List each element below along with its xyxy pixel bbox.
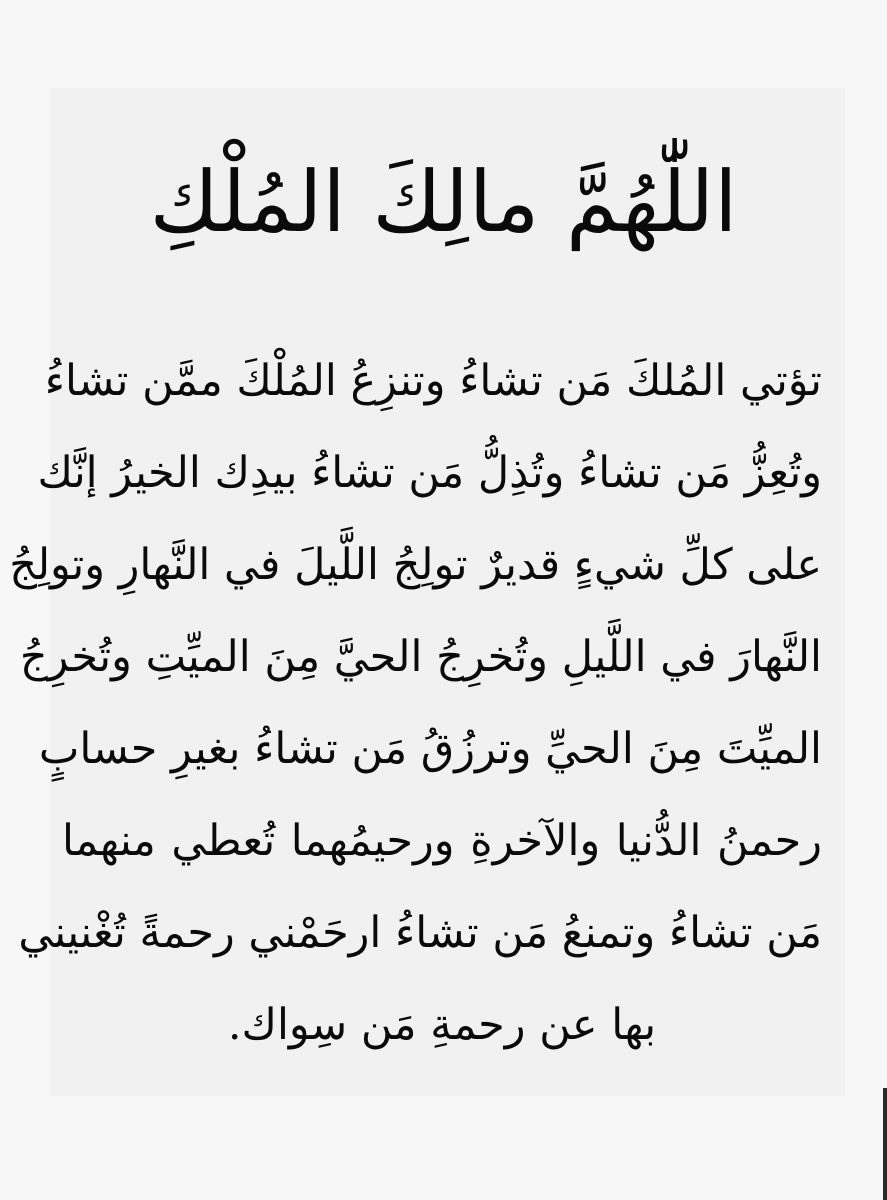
text-line: وتُعِزُّ مَن تشاءُ وتُذِلُّ مَن تشاءُ بيدِك الخيرُ إنَّك <box>37 448 822 498</box>
text-line: بها عن رحمةِ مَن سِواك. <box>227 1000 657 1050</box>
supplication-text <box>9 335 822 1071</box>
text-line: مَن تشاءُ وتمنعُ مَن تشاءُ ارحَمْني رحمةً تُغْنيني <box>18 908 822 958</box>
scroll-indicator <box>883 1088 887 1200</box>
text-line: على كلِّ شيءٍ قديرٌ تولِجُ اللَّيلَ في النَّهارِ وتولِجُ <box>9 540 822 590</box>
text-line: الميِّتَ مِنَ الحيِّ وترزُقُ مَن تشاءُ بغيرِ حسابٍ <box>38 724 822 774</box>
text-line: رحمنُ الدُّنيا والآخرةِ ورحيمُهما تُعطي منهما <box>62 816 822 866</box>
text-line: تؤتي المُلكَ مَن تشاءُ وتنزِعُ المُلْكَ ممَّن تشاءُ <box>44 356 822 406</box>
page-title: اللّٰهُمَّ مالِكَ المُلْكِ <box>149 153 738 251</box>
text-line: النَّهارَ في اللَّيلِ وتُخرِجُ الحيَّ مِنَ الميِّتِ وتُخرِجُ <box>19 632 822 682</box>
